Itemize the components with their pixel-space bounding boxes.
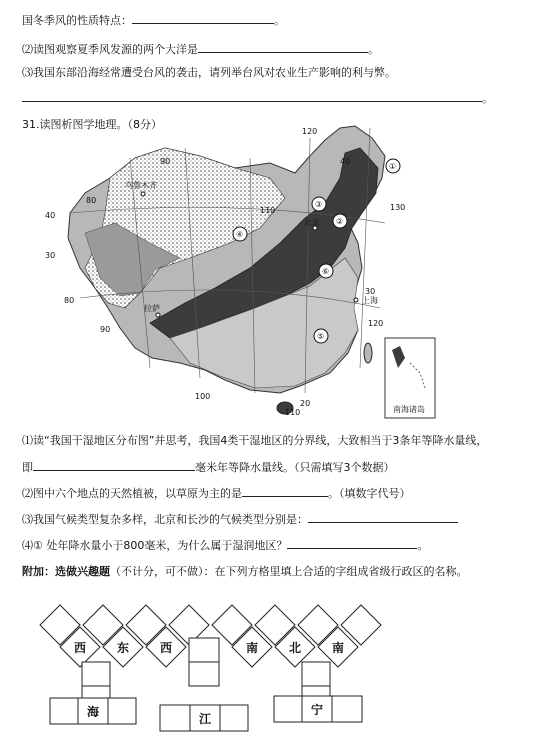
q31-q1b: [22, 459, 395, 475]
inset-label: 南海诸岛: [393, 405, 425, 414]
bonus-rest: （不计分，可不做）：在下列方格里填上合适的字组成省级行政区的名称。: [110, 565, 468, 578]
q1b-suffix: 毫米年等降水量线。（只需填写3个数据）: [195, 461, 395, 474]
svg-text:⑥: ⑥: [322, 267, 330, 276]
lat-label: 40: [340, 157, 351, 166]
answer-blank[interactable]: [287, 537, 417, 549]
lat-label: 20: [300, 399, 311, 408]
puzzle-square[interactable]: [189, 662, 219, 686]
puzzle-char: 江: [199, 712, 212, 726]
q4-text: ⑷① 处年降水量小于800毫米，为什么属于湿润地区？: [22, 539, 288, 552]
city-lhasa: 拉萨: [144, 304, 160, 313]
answer-blank[interactable]: [33, 459, 195, 471]
puzzle-char: 西: [74, 641, 87, 655]
q1b-prefix: 即: [22, 461, 33, 474]
lon-label: 80: [86, 196, 97, 205]
puzzle-char: 宁: [311, 703, 324, 717]
puzzle-square[interactable]: [108, 698, 136, 724]
q3-text: ⑶我国气候类型复杂多样，北京和长沙的气候类型分别是：: [22, 513, 308, 526]
svg-text:①: ①: [389, 162, 397, 171]
q31-title: 31.读图析图学地理。（8分）: [22, 118, 162, 131]
q30-line2: [22, 41, 379, 57]
puzzle-square[interactable]: [220, 705, 248, 731]
city-shanghai: 上海: [362, 296, 378, 305]
lon-label: 110: [285, 408, 301, 417]
city-beijing: 北京: [304, 218, 320, 227]
q2-text: ⑵图中六个地点的天然植被，以草原为主的是: [22, 487, 242, 500]
q31-q3: [22, 511, 458, 527]
puzzle-square[interactable]: [274, 696, 302, 722]
province-puzzle: [0, 596, 543, 749]
q30-line3: [22, 66, 396, 80]
svg-text:③: ③: [315, 200, 323, 209]
taiwan-island: [364, 343, 372, 363]
puzzle-char: 北: [289, 641, 302, 655]
period: 。: [482, 92, 493, 105]
lat-label: 30: [45, 251, 56, 260]
marker-3: [312, 197, 326, 211]
period: 。: [417, 539, 429, 552]
answer-blank[interactable]: [242, 485, 328, 497]
bonus-label: 附加：选做兴趣题: [22, 565, 110, 578]
q30-line1-text: 国冬季风的性质特点：: [22, 14, 132, 27]
q30-line1: [22, 12, 285, 28]
answer-blank[interactable]: [132, 12, 274, 24]
q31-q4: [22, 537, 428, 553]
puzzle-square[interactable]: [50, 698, 78, 724]
svg-text:②: ②: [336, 217, 344, 226]
puzzle-square[interactable]: [82, 662, 110, 686]
puzzle-square[interactable]: [332, 696, 362, 722]
lat-label: 40: [45, 211, 56, 220]
answer-blank[interactable]: [22, 90, 482, 102]
q31-q1: ⑴读“我国干湿地区分布图”并思考，我国4类干湿地区的分界线，大致相当于3条年等降水量线，: [22, 434, 488, 447]
marker-6: [319, 264, 333, 278]
puzzle-char: 东: [117, 641, 130, 655]
marker-4: [233, 227, 247, 241]
puzzle-char: 南: [246, 641, 259, 655]
china-dry-wet-map: [40, 118, 440, 420]
marker-5: [314, 329, 328, 343]
lon-label: 90: [160, 157, 171, 166]
q30-line4: [22, 90, 493, 106]
svg-text:④: ④: [236, 230, 244, 239]
puzzle-square[interactable]: [160, 705, 190, 731]
lon-label: 130: [390, 203, 406, 212]
city-urumqi: 乌鲁木齐: [125, 181, 157, 190]
answer-blank[interactable]: [198, 41, 368, 53]
puzzle-square[interactable]: [302, 662, 330, 686]
svg-text:⑤: ⑤: [317, 332, 325, 341]
marker-1: [386, 159, 400, 173]
bonus-instruction: [22, 565, 468, 579]
period: 。: [368, 43, 379, 56]
lon-label: 120: [368, 319, 384, 328]
marker-2: [333, 214, 347, 228]
lat-label: 30: [365, 287, 376, 296]
puzzle-char: 西: [160, 641, 173, 655]
lon-label: 90: [100, 325, 111, 334]
lon-label: 100: [195, 392, 211, 401]
puzzle-square[interactable]: [189, 638, 219, 662]
q31-q2: [22, 485, 411, 501]
answer-blank[interactable]: [308, 511, 458, 523]
puzzle-char: 南: [332, 641, 345, 655]
lon-label: 110: [260, 206, 276, 215]
lon-label: 80: [64, 296, 75, 305]
lon-label: 120: [302, 127, 318, 136]
q30-line2-text: ⑵读图观察夏季风发源的两个大洋是: [22, 43, 198, 56]
period: 。: [274, 14, 285, 27]
puzzle-char: 海: [87, 705, 100, 719]
q30-line3-text: ⑶我国东部沿海经常遭受台风的袭击，请列举台风对农业生产影响的利与弊。: [22, 66, 396, 79]
q2-suffix: 。（填数字代号）: [328, 487, 411, 500]
